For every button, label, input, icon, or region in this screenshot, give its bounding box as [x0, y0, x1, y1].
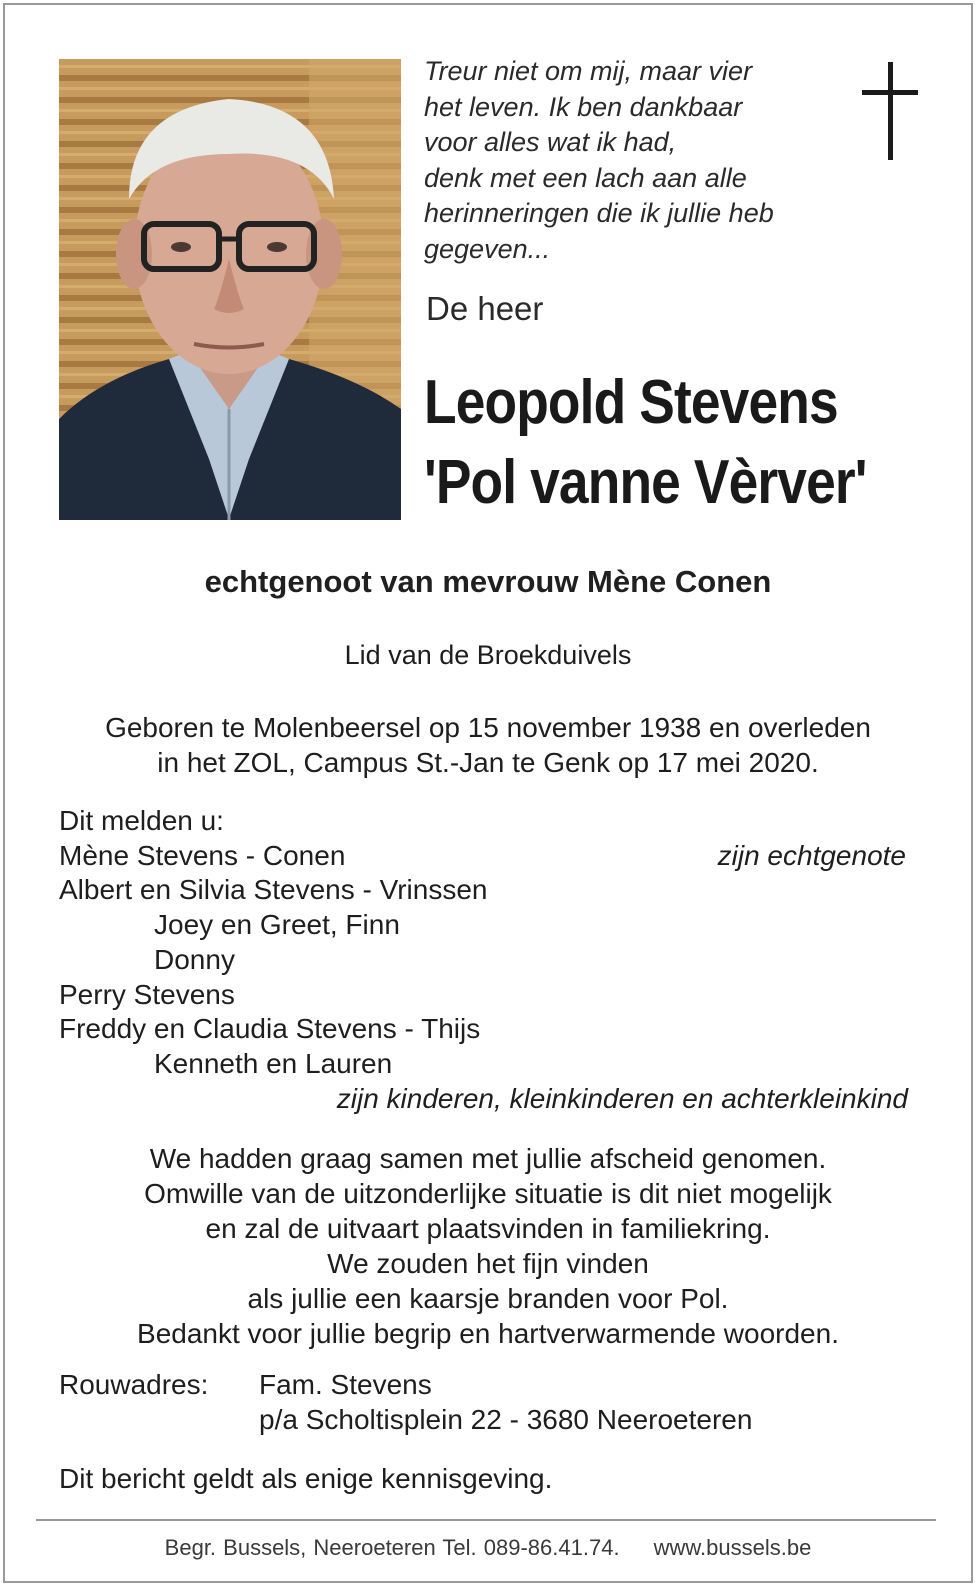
- portrait-photo: [59, 59, 401, 520]
- address-street: p/a Scholtisplein 22 - 3680 Neeroeteren: [259, 1404, 753, 1435]
- cross-icon: [862, 62, 922, 160]
- memorial-quote: Treur niet om mij, maar vier het leven. Ik ben dankbaar voor alles wat ik had, denk met een lach aan alle herinneringen die ik jullie heb gegeven...: [424, 56, 774, 264]
- family-member: Freddy en Claudia Stevens - Thijs: [59, 1013, 481, 1044]
- address-label: Rouwadres:: [59, 1369, 209, 1400]
- family-member: Donny: [154, 944, 235, 975]
- deceased-name: Leopold Stevens: [424, 368, 838, 437]
- footer: [40, 1535, 936, 1561]
- closing-line: als jullie een kaarsje branden voor Pol.: [247, 1283, 729, 1314]
- closing-line: en zal de uitvaart plaatsvinden in familiekring.: [205, 1213, 771, 1244]
- family-member: Kenneth en Lauren: [154, 1048, 393, 1079]
- spouse-role: zijn echtgenote: [717, 840, 906, 871]
- spouse-line: echtgenoot van mevrouw Mène Conen: [204, 564, 772, 599]
- notice-text: Dit bericht geldt als enige kennisgeving.: [59, 1463, 553, 1494]
- closing-message: [40, 1141, 936, 1351]
- birth-death-text: [40, 710, 936, 780]
- family-member: Mène Stevens - Conen: [59, 840, 346, 871]
- website-link[interactable]: www.bussels.be: [653, 1535, 812, 1560]
- closing-line: Bedankt voor jullie begrip en hartverwarmende woorden.: [137, 1318, 839, 1349]
- footer-divider: [36, 1519, 936, 1521]
- deceased-nickname: 'Pol vanne Vèrver': [424, 448, 867, 517]
- birth-line: Geboren te Molenbeersel op 15 november 1938 en overleden: [105, 712, 871, 743]
- closing-line: Omwille van de uitzonderlijke situatie is dit niet mogelijk: [144, 1178, 832, 1209]
- death-line: in het ZOL, Campus St.-Jan te Genk op 17 mei 2020.: [157, 747, 819, 778]
- family-member: Joey en Greet, Finn: [154, 909, 400, 940]
- address-name: Fam. Stevens: [259, 1369, 432, 1400]
- undertaker-info: Begr. Bussels, Neeroeteren Tel. 089-86.41.74.: [164, 1535, 620, 1560]
- closing-line: We hadden graag samen met jullie afscheid genomen.: [149, 1143, 827, 1174]
- announce-label: Dit melden u:: [59, 805, 224, 836]
- closing-line: We zouden het fijn vinden: [327, 1248, 649, 1279]
- family-role: zijn kinderen, kleinkinderen en achterkleinkind: [336, 1083, 908, 1114]
- family-member: Albert en Silvia Stevens - Vrinssen: [59, 874, 488, 905]
- family-member: Perry Stevens: [59, 979, 235, 1010]
- honorific: De heer: [426, 290, 544, 327]
- portrait-illustration: [59, 59, 401, 520]
- membership-line: Lid van de Broekduivels: [344, 640, 632, 670]
